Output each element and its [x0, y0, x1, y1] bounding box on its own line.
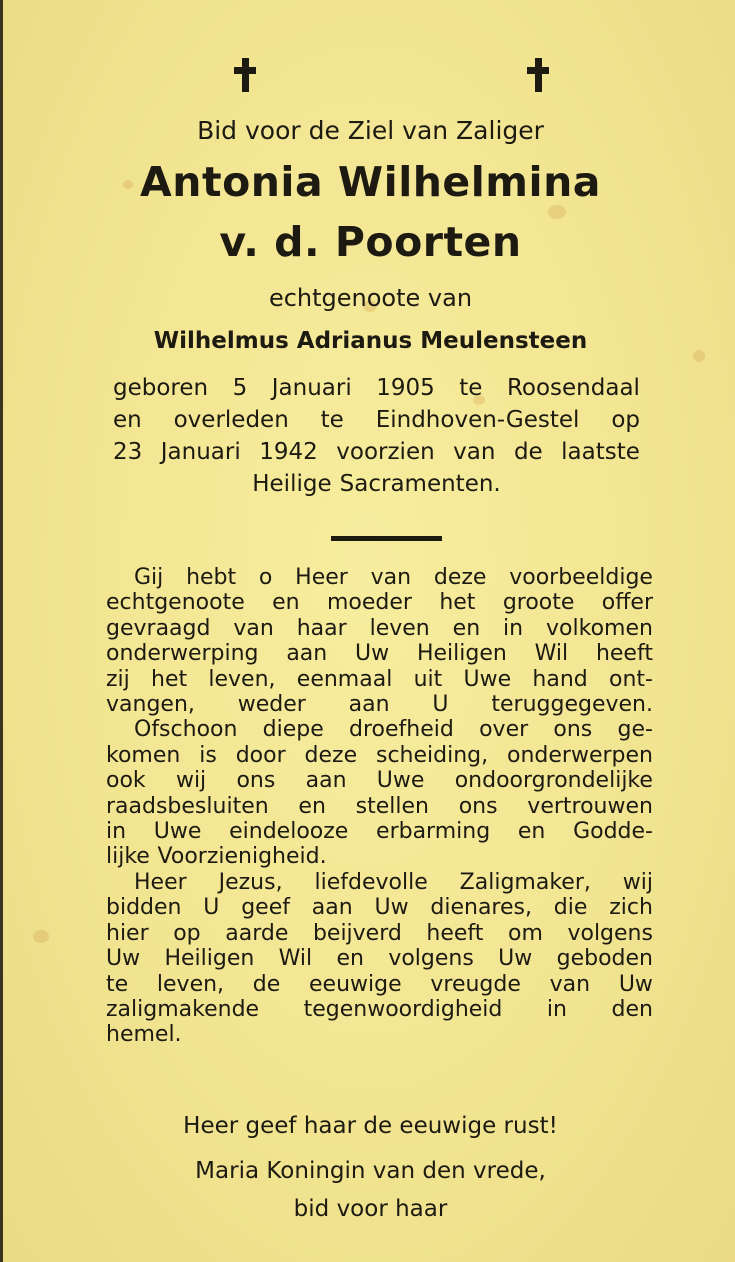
word: voorbeeldige — [509, 565, 653, 590]
word: leven, — [156, 971, 225, 997]
word: Uw — [374, 895, 409, 921]
word: Uwe — [376, 768, 425, 794]
word: te — [106, 971, 129, 997]
word: scheiding, — [376, 742, 489, 768]
word: het — [151, 666, 188, 692]
prayer-line — [106, 844, 653, 869]
word: haar — [296, 615, 347, 641]
word: moeder — [326, 590, 412, 616]
word: gevraagd — [106, 615, 211, 641]
word: hand — [532, 666, 588, 692]
word: heeft — [426, 920, 484, 946]
deceased-name-line1: Antonia Wilhelmina — [140, 158, 601, 206]
word: 1942 — [259, 439, 318, 465]
prayer-line — [106, 972, 653, 997]
word: aan — [286, 641, 328, 667]
word: den — [611, 996, 653, 1022]
word: op — [173, 920, 201, 946]
word: U — [203, 895, 220, 921]
word: Eindhoven-Gestel — [375, 407, 580, 433]
word: ons — [236, 768, 276, 794]
prayer-line — [106, 590, 653, 615]
word: onderwerping — [106, 641, 259, 667]
word: ont- — [608, 666, 653, 692]
prayer-text — [106, 565, 653, 1048]
word: van — [453, 439, 496, 465]
word: en — [452, 615, 481, 641]
word: voorzien — [336, 439, 435, 465]
word: zaligmakende — [106, 996, 260, 1022]
word: 5 — [232, 375, 248, 401]
word: Jezus, — [218, 869, 283, 895]
word: Roosendaal — [506, 375, 640, 401]
word: en — [517, 819, 546, 845]
divider — [331, 536, 442, 541]
closing-line1: Heer geef haar de eeuwige rust! — [183, 1113, 558, 1139]
word: te — [320, 407, 344, 433]
word: en — [298, 793, 326, 819]
biography-block — [113, 372, 640, 500]
word: in — [546, 996, 567, 1022]
word: aan — [305, 768, 347, 794]
word: volgens — [388, 946, 474, 972]
word: Voorzienigheid. — [157, 844, 327, 870]
word: ge- — [617, 717, 653, 743]
prayer-line — [106, 946, 653, 971]
word: Heiligen — [416, 641, 507, 667]
word: geboren — [113, 375, 209, 401]
prayer-line — [106, 819, 653, 844]
spouse-intro: echtgenoote van — [268, 284, 473, 312]
cross-icon-right — [527, 58, 549, 92]
prayer-line — [106, 667, 653, 692]
word: is — [199, 742, 217, 768]
word: beijverd — [312, 920, 402, 946]
word: het — [439, 590, 476, 616]
word: van — [549, 971, 591, 997]
prayer-line — [106, 768, 653, 793]
word: erbarming — [376, 819, 491, 845]
prayer-line — [106, 616, 653, 641]
word: stellen — [355, 793, 429, 819]
word: Januari — [271, 375, 352, 401]
cross-icon-left — [234, 58, 256, 92]
word: te — [459, 375, 483, 401]
word: Uw — [355, 641, 390, 667]
word: over — [479, 717, 529, 743]
word: volkomen — [546, 615, 653, 641]
prayer-line — [106, 997, 653, 1022]
word: o — [258, 565, 273, 590]
word: ondoorgrondelijke — [454, 768, 653, 794]
prayer-line — [106, 921, 653, 946]
prayer-line — [106, 565, 653, 590]
word: hemel. — [106, 1022, 182, 1048]
prayer-line — [106, 895, 653, 920]
bio-line — [113, 372, 640, 404]
prayer-line — [106, 1022, 653, 1047]
word: geef — [241, 895, 290, 921]
word: raadsbesluiten — [106, 793, 269, 819]
word: Wil — [278, 946, 313, 972]
stain — [548, 205, 566, 219]
word: diepe — [262, 717, 324, 743]
word: laatste — [561, 439, 640, 465]
word: Ofschoon — [134, 717, 238, 743]
word: die — [553, 895, 588, 921]
word: 23 — [113, 439, 143, 465]
word: Godde- — [573, 819, 653, 845]
word: Januari — [160, 439, 241, 465]
word: ook — [106, 768, 146, 794]
prayer-request-line: Bid voor de Ziel van Zaliger — [197, 116, 544, 145]
word: Uw — [618, 971, 653, 997]
word: de — [513, 439, 543, 465]
word: eindelooze — [229, 819, 349, 845]
word: liefdevolle — [314, 869, 428, 895]
word: ons — [553, 717, 593, 743]
word: Sacramenten. — [339, 471, 501, 497]
word: de — [252, 971, 281, 997]
word: zich — [609, 895, 653, 921]
word: Heiligen — [164, 946, 255, 972]
word: tegenwoordigheid — [303, 996, 503, 1022]
word: bidden — [106, 895, 182, 921]
word: en — [113, 407, 142, 433]
word: deze — [304, 742, 358, 768]
word: om — [508, 920, 543, 946]
word: leven, — [208, 666, 276, 692]
word: offer — [601, 590, 653, 616]
word: van — [370, 565, 412, 590]
word: overleden — [173, 407, 289, 433]
word: weder — [237, 692, 306, 718]
word: en — [272, 590, 300, 616]
word: ons — [458, 793, 498, 819]
word: aan — [348, 692, 390, 718]
word: U — [432, 692, 449, 718]
word: vertrouwen — [527, 793, 653, 819]
word: komen — [106, 742, 181, 768]
word: hebt — [186, 565, 237, 590]
word: geboden — [556, 946, 653, 972]
prayer-line — [106, 870, 653, 895]
word: zij — [106, 666, 130, 692]
bio-line — [113, 436, 640, 468]
word: wij — [175, 768, 207, 794]
word: op — [611, 407, 640, 433]
prayer-line — [106, 794, 653, 819]
word: door — [235, 742, 286, 768]
word: hier — [106, 920, 149, 946]
word: wij — [622, 869, 653, 895]
word: leven — [369, 615, 430, 641]
word: deze — [433, 565, 487, 590]
prayer-line — [106, 743, 653, 768]
word: Heer — [295, 565, 348, 590]
bio-line — [113, 468, 640, 500]
prayer-line — [106, 641, 653, 666]
word: Zaligmaker, — [459, 869, 591, 895]
spouse-name: Wilhelmus Adrianus Meulensteen — [153, 328, 588, 354]
word: vangen, — [106, 692, 195, 718]
word: vreugde — [430, 971, 521, 997]
word: Heilige — [252, 471, 332, 497]
prayer-line — [106, 717, 653, 742]
prayer-line — [106, 692, 653, 717]
bio-line — [113, 404, 640, 436]
word: in — [106, 819, 127, 845]
word: eenmaal — [296, 666, 393, 692]
word: groote — [502, 590, 575, 616]
word: echtgenoote — [106, 590, 245, 616]
stain — [33, 930, 49, 943]
word: Uwe — [463, 666, 512, 692]
word: uit — [413, 666, 443, 692]
word: Wil — [534, 641, 569, 667]
word: Uw — [498, 946, 533, 972]
word: 1905 — [376, 375, 435, 401]
closing-line3: bid voor haar — [293, 1196, 448, 1222]
word: teruggegeven. — [491, 692, 653, 718]
word: Gij — [134, 565, 164, 590]
word: van — [233, 615, 274, 641]
word: aan — [311, 895, 353, 921]
word: en — [336, 946, 364, 972]
word: eeuwige — [309, 971, 402, 997]
word: Uwe — [153, 819, 202, 845]
word: Heer — [134, 869, 187, 895]
word: onderwerpen — [507, 742, 653, 768]
word: heeft — [595, 641, 653, 667]
closing-line2: Maria Koningin van den vrede, — [195, 1158, 546, 1184]
word: aarde — [225, 920, 289, 946]
word: dienares, — [430, 895, 532, 921]
word: lijke — [106, 844, 150, 870]
deceased-name-line2: v. d. Poorten — [219, 218, 522, 266]
word: volgens — [567, 920, 653, 946]
word: droefheid — [349, 717, 454, 743]
word: Uw — [106, 946, 141, 972]
word: in — [503, 615, 524, 641]
